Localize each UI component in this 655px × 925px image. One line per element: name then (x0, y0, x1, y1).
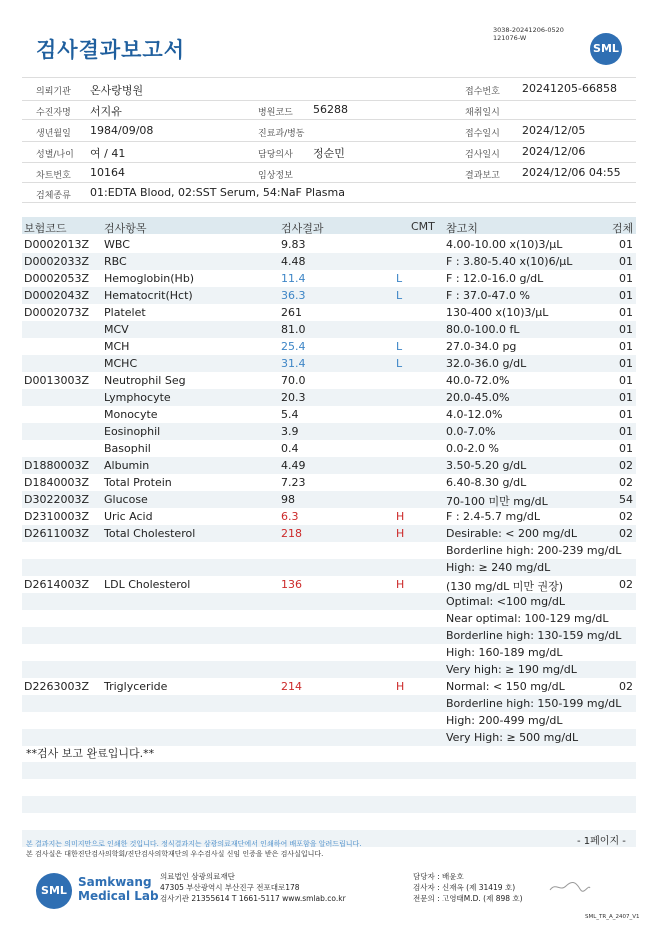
cell-code: D2263003Z (24, 680, 89, 693)
cell-specimen: 01 (619, 272, 633, 285)
cell-cmt: L (396, 357, 403, 370)
table-row (22, 457, 636, 474)
cell-item: LDL Cholesterol (104, 578, 191, 591)
cell-specimen: 01 (619, 306, 633, 319)
cell-reference: 4.00-10.00 x(10)3/μL (446, 238, 563, 251)
table-row (22, 491, 636, 508)
column-header-code: 보험코드 (24, 222, 67, 235)
table-row (22, 406, 636, 423)
cell-item: MCH (104, 340, 130, 353)
chart-label: 차트번호 (36, 171, 71, 181)
table-row (22, 661, 636, 678)
cell-code: D1880003Z (24, 459, 89, 472)
cell-code: D2310003Z (24, 510, 89, 523)
received-value: 2024/12/05 (522, 124, 586, 137)
cell-item: Triglyceride (104, 680, 168, 693)
table-row (22, 355, 636, 372)
cell-result: 25.4 (281, 340, 306, 353)
cell-reference: Borderline high: 150-199 mg/dL (446, 697, 622, 710)
cell-reference: Normal: < 150 mg/dL (446, 680, 565, 693)
staff-3-value: 고영태M.D. (제 898 호) (442, 894, 523, 903)
cell-reference: 40.0-72.0% (446, 374, 510, 387)
cell-result: 11.4 (281, 272, 306, 285)
cell-code: D1840003Z (24, 476, 89, 489)
lab-name-line-2: Medical Lab (78, 889, 159, 903)
cell-code: D0002053Z (24, 272, 89, 285)
cell-item: Total Protein (104, 476, 172, 489)
cell-result: 9.83 (281, 238, 306, 251)
column-header-result: 검사결과 (281, 222, 324, 235)
page-title: 검사결과보고서 (36, 38, 186, 62)
document-id (493, 26, 564, 42)
collection-date-label: 채취일시 (465, 108, 500, 118)
cell-item: Hematocrit(Hct) (104, 289, 193, 302)
cell-item: Uric Acid (104, 510, 153, 523)
cell-item: MCHC (104, 357, 138, 370)
table-row (22, 270, 636, 287)
clinical-label: 임상정보 (258, 171, 293, 181)
received-label: 접수일시 (465, 129, 500, 139)
cell-item: WBC (104, 238, 130, 251)
cell-specimen: 02 (619, 578, 633, 591)
table-row (22, 423, 636, 440)
cell-result: 5.4 (281, 408, 299, 421)
cell-cmt: L (396, 272, 403, 285)
footer-note-2: 본 검사실은 대한진단검사의학회/진단검사의학재단의 우수검사실 신임 인증을 받은 검사실입니다. (26, 850, 324, 858)
cell-result: 20.3 (281, 391, 306, 404)
cell-item: Hemoglobin(Hb) (104, 272, 195, 285)
lab-address: 47305 부산광역시 부산진구 전포대로178 (160, 883, 300, 892)
cell-result: 6.3 (281, 510, 299, 523)
signature-scribble (548, 880, 592, 894)
cell-item: MCV (104, 323, 129, 336)
cell-item: Albumin (104, 459, 150, 472)
cell-specimen: 02 (619, 476, 633, 489)
cell-cmt: H (396, 680, 405, 693)
cell-code: D0002073Z (24, 306, 89, 319)
lab-name (78, 875, 159, 903)
cell-code: D0002033Z (24, 255, 89, 268)
cell-specimen: 01 (619, 238, 633, 251)
dob-label: 생년월일 (36, 129, 71, 139)
empty-row (22, 762, 636, 779)
hospital-code-label: 병원코드 (258, 108, 293, 118)
table-row (22, 678, 636, 695)
table-row (22, 559, 636, 576)
cell-specimen: 01 (619, 357, 633, 370)
cell-code: D2611003Z (24, 527, 89, 540)
cell-cmt: H (396, 578, 405, 591)
reported-value: 2024/12/06 04:55 (522, 166, 621, 179)
table-row (22, 508, 636, 525)
hospital-code-value: 56288 (313, 103, 348, 116)
cell-specimen: 01 (619, 408, 633, 421)
cell-reference: Very high: ≥ 190 mg/dL (446, 663, 577, 676)
divider (22, 119, 636, 120)
cell-result: 70.0 (281, 374, 306, 387)
cell-result: 4.48 (281, 255, 306, 268)
cell-specimen: 01 (619, 255, 633, 268)
cell-reference: 130-400 x(10)3/μL (446, 306, 549, 319)
cell-specimen: 01 (619, 374, 633, 387)
cell-result: 136 (281, 578, 302, 591)
cell-reference: Very High: ≥ 500 mg/dL (446, 731, 579, 744)
cell-specimen: 02 (619, 680, 633, 693)
completion-note: **검사 보고 완료입니다.** (26, 747, 155, 760)
staff-1-label: 담당자 : (413, 872, 440, 881)
divider (22, 202, 636, 203)
cell-result: 0.4 (281, 442, 299, 455)
cell-cmt: H (396, 510, 405, 523)
table-row (22, 542, 636, 559)
staff-1-value: 배윤호 (442, 872, 464, 881)
cell-reference: F : 12.0-16.0 g/dL (446, 272, 544, 285)
cell-code: D0013003Z (24, 374, 89, 387)
cell-result: 261 (281, 306, 302, 319)
cell-result: 4.49 (281, 459, 306, 472)
cell-result: 31.4 (281, 357, 306, 370)
cell-code: D3022003Z (24, 493, 89, 506)
receipt-no-label: 접수번호 (465, 87, 500, 97)
cell-item: Total Cholesterol (104, 527, 196, 540)
cell-reference: F : 2.4-5.7 mg/dL (446, 510, 540, 523)
doctor-value: 정순민 (313, 147, 345, 160)
empty-row (22, 796, 636, 813)
cell-reference: 6.40-8.30 g/dL (446, 476, 527, 489)
table-row (22, 236, 636, 253)
cell-reference: 80.0-100.0 fL (446, 323, 520, 336)
cell-result: 218 (281, 527, 302, 540)
column-header-specimen: 검체 (612, 222, 634, 235)
table-row (22, 304, 636, 321)
cell-reference: F : 37.0-47.0 % (446, 289, 530, 302)
lab-info (160, 871, 346, 904)
cell-result: 81.0 (281, 323, 306, 336)
cell-code: D0002043Z (24, 289, 89, 302)
table-row (22, 338, 636, 355)
cell-reference: Borderline high: 130-159 mg/dL (446, 629, 622, 642)
sml-footer-logo-icon: SML (36, 873, 72, 909)
staff-info (413, 871, 523, 904)
reported-label: 결과보고 (465, 171, 500, 181)
sex-age-label: 성별/나이 (36, 150, 74, 160)
divider (22, 100, 636, 101)
staff-2-value: 신재옥 (제 31419 호) (442, 883, 516, 892)
cell-reference: 27.0-34.0 pg (446, 340, 517, 353)
cell-item: Glucose (104, 493, 148, 506)
table-row (22, 576, 636, 593)
staff-2-label: 검사자 : (413, 883, 440, 892)
cell-specimen: 01 (619, 340, 633, 353)
cell-item: Platelet (104, 306, 146, 319)
dept-label: 진료과/병동 (258, 129, 305, 139)
table-row (22, 321, 636, 338)
tested-label: 검사일시 (465, 150, 500, 160)
cell-reference: High: 160-189 mg/dL (446, 646, 563, 659)
cell-cmt: L (396, 289, 403, 302)
specimen-label: 검체종류 (36, 191, 71, 201)
document-id-2: 121076-W (493, 34, 527, 42)
cell-item: RBC (104, 255, 127, 268)
table-row (22, 372, 636, 389)
cell-reference: Desirable: < 200 mg/dL (446, 527, 578, 540)
staff-3-label: 전문의 : (413, 894, 440, 903)
column-header-reference: 참고치 (446, 222, 478, 235)
cell-specimen: 02 (619, 510, 633, 523)
page-number: - 1페이지 - (577, 836, 626, 847)
cell-specimen: 01 (619, 323, 633, 336)
divider (22, 77, 636, 78)
institution-value: 온사랑병원 (90, 84, 144, 97)
cell-reference: F : 3.80-5.40 x(10)6/μL (446, 255, 573, 268)
specimen-value: 01:EDTA Blood, 02:SST Serum, 54:NaF Plasma (90, 186, 345, 199)
cell-reference: (130 mg/dL 미만 권장) (446, 580, 564, 593)
cell-item: Lymphocyte (104, 391, 171, 404)
cell-reference: 32.0-36.0 g/dL (446, 357, 527, 370)
cell-specimen: 01 (619, 289, 633, 302)
patient-value: 서지유 (90, 105, 122, 118)
divider (22, 141, 636, 142)
table-row (22, 253, 636, 270)
table-row (22, 712, 636, 729)
cell-cmt: H (396, 527, 405, 540)
cell-code: D0002013Z (24, 238, 89, 251)
cell-reference: 0.0-7.0% (446, 425, 496, 438)
document-id-1: 3038-20241206-0520 (493, 26, 564, 34)
doctor-label: 담당의사 (258, 150, 293, 160)
cell-result: 36.3 (281, 289, 306, 302)
table-row (22, 525, 636, 542)
lab-contact: 검사기관 21355614 T 1661-5117 www.smlab.co.kr (160, 894, 346, 903)
cell-code: D2614003Z (24, 578, 89, 591)
table-row (22, 695, 636, 712)
cell-reference: Borderline high: 200-239 mg/dL (446, 544, 622, 557)
column-header-cmt: CMT (411, 220, 435, 233)
chart-value: 10164 (90, 166, 125, 179)
cell-specimen: 01 (619, 425, 633, 438)
cell-cmt: L (396, 340, 403, 353)
cell-result: 7.23 (281, 476, 306, 489)
footer-note-1: 본 결과지는 의미지만으로 인쇄한 것입니다. 정식결과지는 삼광의료재단에서 인쇄하여 배포함을 알려드립니다. (26, 840, 362, 848)
table-row (22, 389, 636, 406)
cell-result: 98 (281, 493, 295, 506)
receipt-no-value: 20241205-66858 (522, 82, 617, 95)
cell-reference: 0.0-2.0 % (446, 442, 499, 455)
cell-specimen: 01 (619, 391, 633, 404)
table-row (22, 287, 636, 304)
cell-result: 214 (281, 680, 302, 693)
table-row (22, 627, 636, 644)
lab-name-line-1: Samkwang (78, 875, 152, 889)
cell-item: Monocyte (104, 408, 158, 421)
cell-reference: High: 200-499 mg/dL (446, 714, 563, 727)
cell-specimen: 54 (619, 493, 633, 506)
form-id: SML_TR_A_2407_V1 (585, 914, 640, 920)
cell-reference: 4.0-12.0% (446, 408, 503, 421)
cell-item: Eosinophil (104, 425, 161, 438)
lab-org: 의료법인 삼광의료재단 (160, 872, 235, 881)
table-row (22, 729, 636, 746)
sex-age-value: 여 / 41 (90, 147, 126, 160)
table-row (22, 644, 636, 661)
table-row (22, 474, 636, 491)
cell-reference: Near optimal: 100-129 mg/dL (446, 612, 609, 625)
cell-specimen: 02 (619, 527, 633, 540)
cell-reference: 3.50-5.20 g/dL (446, 459, 527, 472)
cell-item: Basophil (104, 442, 151, 455)
table-row (22, 593, 636, 610)
cell-specimen: 02 (619, 459, 633, 472)
cell-reference: Optimal: <100 mg/dL (446, 595, 565, 608)
cell-reference: 20.0-45.0% (446, 391, 510, 404)
cell-reference: 70-100 미만 mg/dL (446, 495, 548, 508)
institution-label: 의뢰기관 (36, 87, 71, 97)
tested-value: 2024/12/06 (522, 145, 586, 158)
table-row (22, 440, 636, 457)
table-row (22, 610, 636, 627)
cell-specimen: 01 (619, 442, 633, 455)
column-header-item: 검사항목 (104, 222, 147, 235)
divider (22, 162, 636, 163)
cell-result: 3.9 (281, 425, 299, 438)
cell-reference: High: ≥ 240 mg/dL (446, 561, 551, 574)
cell-item: Neutrophil Seg (104, 374, 186, 387)
dob-value: 1984/09/08 (90, 124, 154, 137)
sml-logo: SML (590, 33, 622, 65)
divider (22, 182, 636, 183)
patient-label: 수진자명 (36, 108, 71, 118)
